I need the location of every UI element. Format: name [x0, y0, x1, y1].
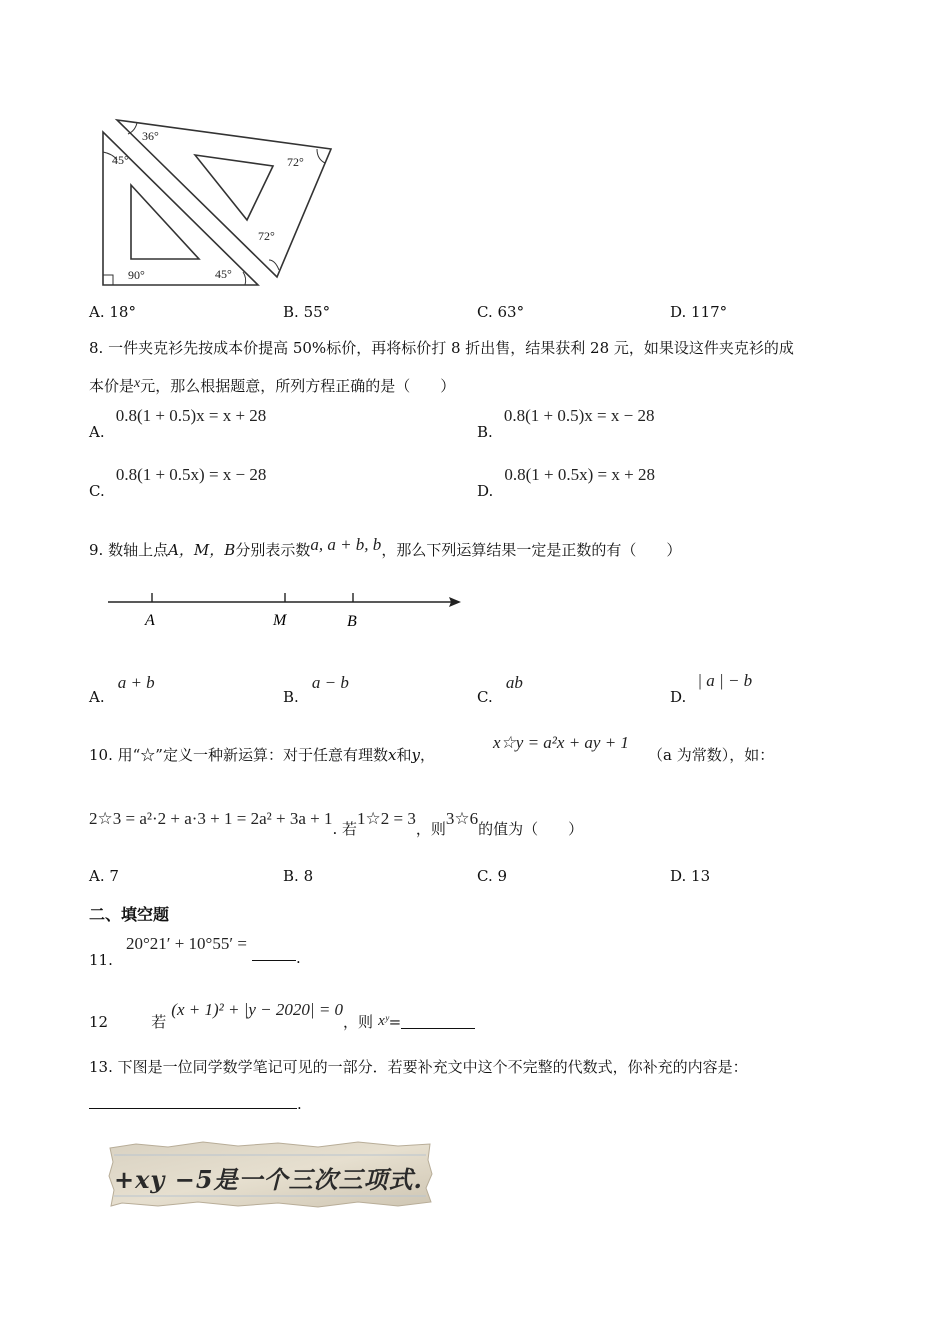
q12: 12 若 (x + 1)² + |y − 2020| = 0，则 xʸ=: [89, 1000, 475, 1020]
q10-stem-note: （a 为常数），如：: [648, 746, 775, 764]
golden-triangle-outer: [117, 120, 331, 277]
q9-option-d[interactable]: D. | a | − b: [670, 671, 753, 706]
angle-label-45-top: 45°: [112, 153, 129, 167]
q13-stem: 13. 下图是一位同学数学笔记可见的一部分．若要补充文中这个不完整的代数式，你补充的内容是：: [89, 1058, 748, 1076]
q10-definition-formula: x☆y = a²x + ay + 1: [493, 733, 629, 752]
q11-answer-blank[interactable]: [252, 946, 296, 961]
q9-option-b[interactable]: B. a − b: [283, 673, 349, 706]
angle-label-90: 90°: [128, 268, 145, 282]
number-line: [105, 590, 465, 634]
notebook-handwritten-text: +xy −5是一个三次三项式.: [114, 1165, 423, 1194]
section-heading-fill-in: 二、填空题: [89, 905, 170, 924]
right-isosceles-triangle-inner: [131, 185, 199, 259]
q7-option-c[interactable]: C. 63°: [477, 303, 525, 321]
q13-answer-line: .: [89, 1094, 302, 1114]
q10-option-d[interactable]: D. 13: [670, 867, 711, 885]
q7-option-d[interactable]: D. 117°: [670, 303, 728, 321]
q9-stem: 9. 数轴上点A，M，B分别表示数a, a + b, b，那么下列运算结果一定是正数的有（ ）: [89, 535, 682, 559]
q8-option-b[interactable]: B. 0.8(1 + 0.5)x = x − 28: [477, 406, 655, 441]
angle-label-72-right: 72°: [287, 155, 304, 169]
q10-option-a[interactable]: A. 7: [89, 867, 119, 885]
axis-label-b: B: [347, 613, 357, 630]
q12-answer-blank[interactable]: [401, 1014, 475, 1029]
q8-stem-line1: 8. 一件夹克衫先按成本价提高 50%标价，再将标价打 8 折出售，结果获利 28 元，如果设这件夹克衫的成: [89, 339, 794, 357]
golden-triangle-inner: [195, 155, 273, 220]
angle-label-72-bottom: 72°: [258, 229, 275, 243]
axis-label-a: A: [145, 612, 155, 629]
q13-answer-blank[interactable]: [89, 1094, 297, 1109]
q8-option-c[interactable]: C. 0.8(1 + 0.5x) = x − 28: [89, 465, 267, 500]
q10-option-c[interactable]: C. 9: [477, 867, 508, 885]
axis-label-m: M: [273, 612, 287, 629]
q10-option-b[interactable]: B. 8: [283, 867, 314, 885]
q7-option-b[interactable]: B. 55°: [283, 303, 331, 321]
q9-option-a[interactable]: A. a + b: [89, 673, 155, 706]
q7-option-a[interactable]: A. 18°: [89, 303, 136, 321]
angle-label-36: 36°: [142, 129, 159, 143]
q8-option-d[interactable]: D. 0.8(1 + 0.5x) = x + 28: [477, 465, 655, 500]
notebook-fragment-image: [108, 1140, 433, 1208]
q9-option-c[interactable]: C. ab: [477, 673, 523, 706]
q10-stem-line2: 2☆3 = a²·2 + a·3 + 1 = 2a² + 3a + 1. 若1☆2 = 3，则3☆6的值为（ ）: [89, 809, 584, 838]
q10-stem-line1: 10. 用“☆”定义一种新运算：对于任意有理数x和y，: [89, 746, 435, 764]
set-squares-figure: [95, 112, 340, 294]
angle-label-45-bottom: 45°: [215, 267, 232, 281]
q11: 11. 20°21′ + 10°55′ = .: [89, 934, 301, 969]
q8-option-a[interactable]: A. 0.8(1 + 0.5)x = x + 28: [89, 406, 267, 441]
q8-stem-line2: 本价是x元，那么根据题意，所列方程正确的是（ ）: [89, 376, 456, 395]
